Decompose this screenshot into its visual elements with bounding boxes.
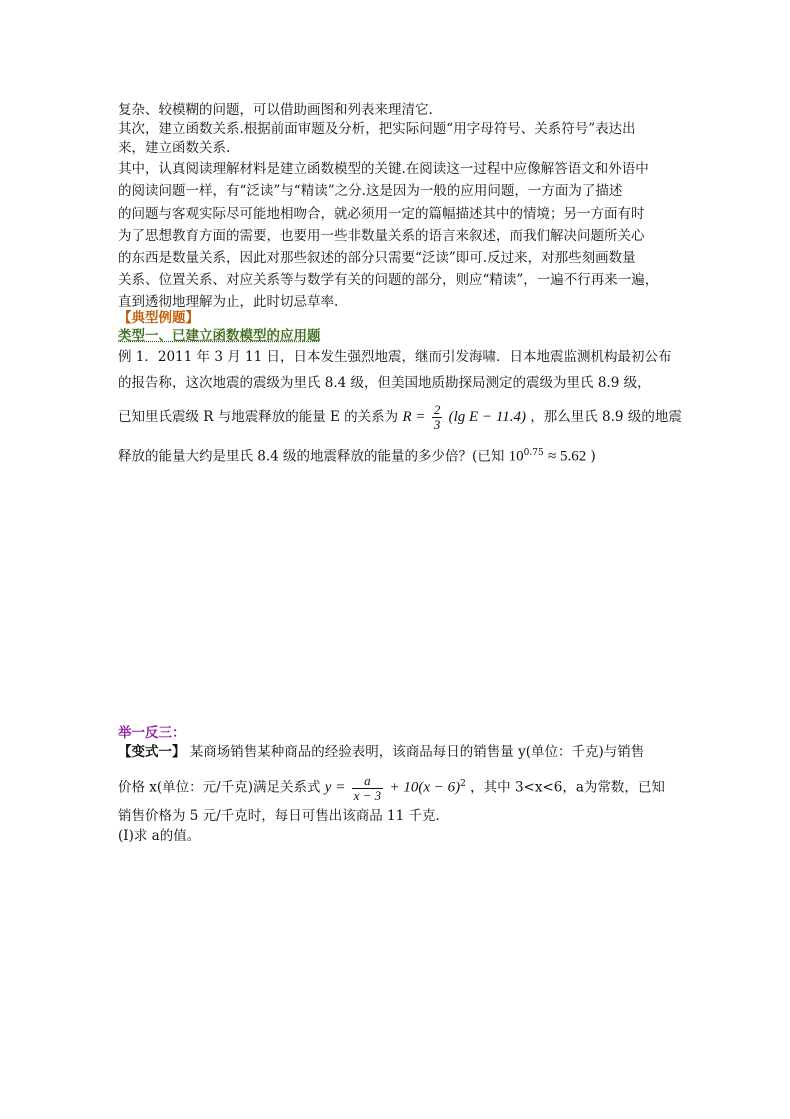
paragraph-line: 其中，认真阅读理解材料是建立函数模型的关键.在阅读这一过程中应像解答语文和外语中	[118, 161, 649, 177]
variant-line	[118, 741, 644, 763]
formula-intro: 已知里氏震级 R 与地震释放的能量 E 的关系为	[118, 409, 399, 425]
approx-value: ≈ 5.62	[547, 448, 587, 465]
formula-fraction	[432, 403, 443, 432]
equation-lhs: y =	[324, 779, 346, 796]
paragraph-line: 其次，建立函数关系.根据前面审题及分析，把实际问题“用字母符号、关系符号”表达出	[118, 121, 636, 137]
fraction-numerator: 2	[433, 402, 441, 417]
paragraph-line: 的问题与客观实际尽可能地相吻合，就必须用一定的篇幅描述其中的情境；另一方面有时	[118, 206, 645, 222]
paragraph-line: 为了思想教育方面的需要，也要用一些非数量关系的语言来叙述，而我们解决问题所关心	[118, 228, 645, 244]
fraction-denominator: 3	[433, 417, 441, 432]
close-paren: )	[590, 448, 596, 465]
paragraph-line: 直到透彻地理解为止，此时切忌草率.	[118, 294, 339, 310]
variant-intro: 价格 x(单位：元/千克)满足关系式	[118, 779, 321, 796]
formula-rhs: (lg E − 11.4)	[448, 409, 526, 425]
paragraph-line: 的阅读问题一样，有“泛读”与“精读”之分.这是因为一般的应用问题，一方面为了描述	[118, 183, 623, 199]
variant-text: 某商场销售某种商品的经验表明，该商品每日的销售量 y(单位：千克)与销售	[189, 744, 645, 760]
power-exponent: 0.75	[523, 448, 544, 458]
variant-condition: ，其中 3<x<6，a为常数，已知	[470, 779, 665, 796]
fraction-denominator: x − 3	[353, 787, 382, 803]
variant-label: 【变式一】	[118, 744, 186, 760]
equation-fraction	[352, 774, 384, 803]
fraction-numerator: a	[364, 772, 371, 788]
paragraph-line: 来，建立函数关系.	[118, 140, 231, 156]
equation-exponent: 2	[460, 779, 466, 789]
example-line	[118, 442, 596, 468]
example-line: 例 1．2011 年 3 月 11 日，日本发生强烈地震，继而引发海啸．日本地震监测机构最初公布	[118, 349, 672, 365]
variant-line: 销售价格为 5 元/千克时，每日可售出该商品 11 千克．	[118, 808, 449, 824]
variant-formula-line	[118, 764, 665, 808]
example-question: 释放的能量大约是里氏 8.4 级的地震释放的能量的多少倍？(已知	[118, 448, 505, 465]
paragraph-line: 复杂、较模糊的问题，可以借助画图和列表来理清它.	[118, 102, 433, 118]
example-line: 的报告称，这次地震的震级为里氏 8.4 级，但美国地质勘探局测定的震级为里氏 8.9 级，	[118, 375, 651, 391]
formula-lhs: R =	[402, 409, 426, 425]
formula-outro: ，那么里氏 8.9 级的地震	[530, 409, 682, 425]
example-formula-line	[118, 397, 682, 437]
variant-question: (Ⅰ)求 a的值。	[118, 828, 201, 844]
paragraph-line: 关系、位置关系、对应关系等与数学有关的问题的部分，则应“精读”，一遍不行再来一遍，	[118, 272, 659, 288]
paragraph-line: 的东西是数量关系，因此对那些叙述的部分只需要“泛读”即可.反过来，对那些刻画数量	[118, 250, 636, 266]
power-base: 10	[508, 448, 524, 465]
type-heading: 类型一、已建立函数模型的应用题	[118, 328, 321, 344]
practice-heading: 举一反三：	[118, 725, 186, 741]
section-heading: 【典型例题】	[118, 310, 199, 326]
equation-rhs: + 10(x − 6)	[389, 779, 461, 796]
